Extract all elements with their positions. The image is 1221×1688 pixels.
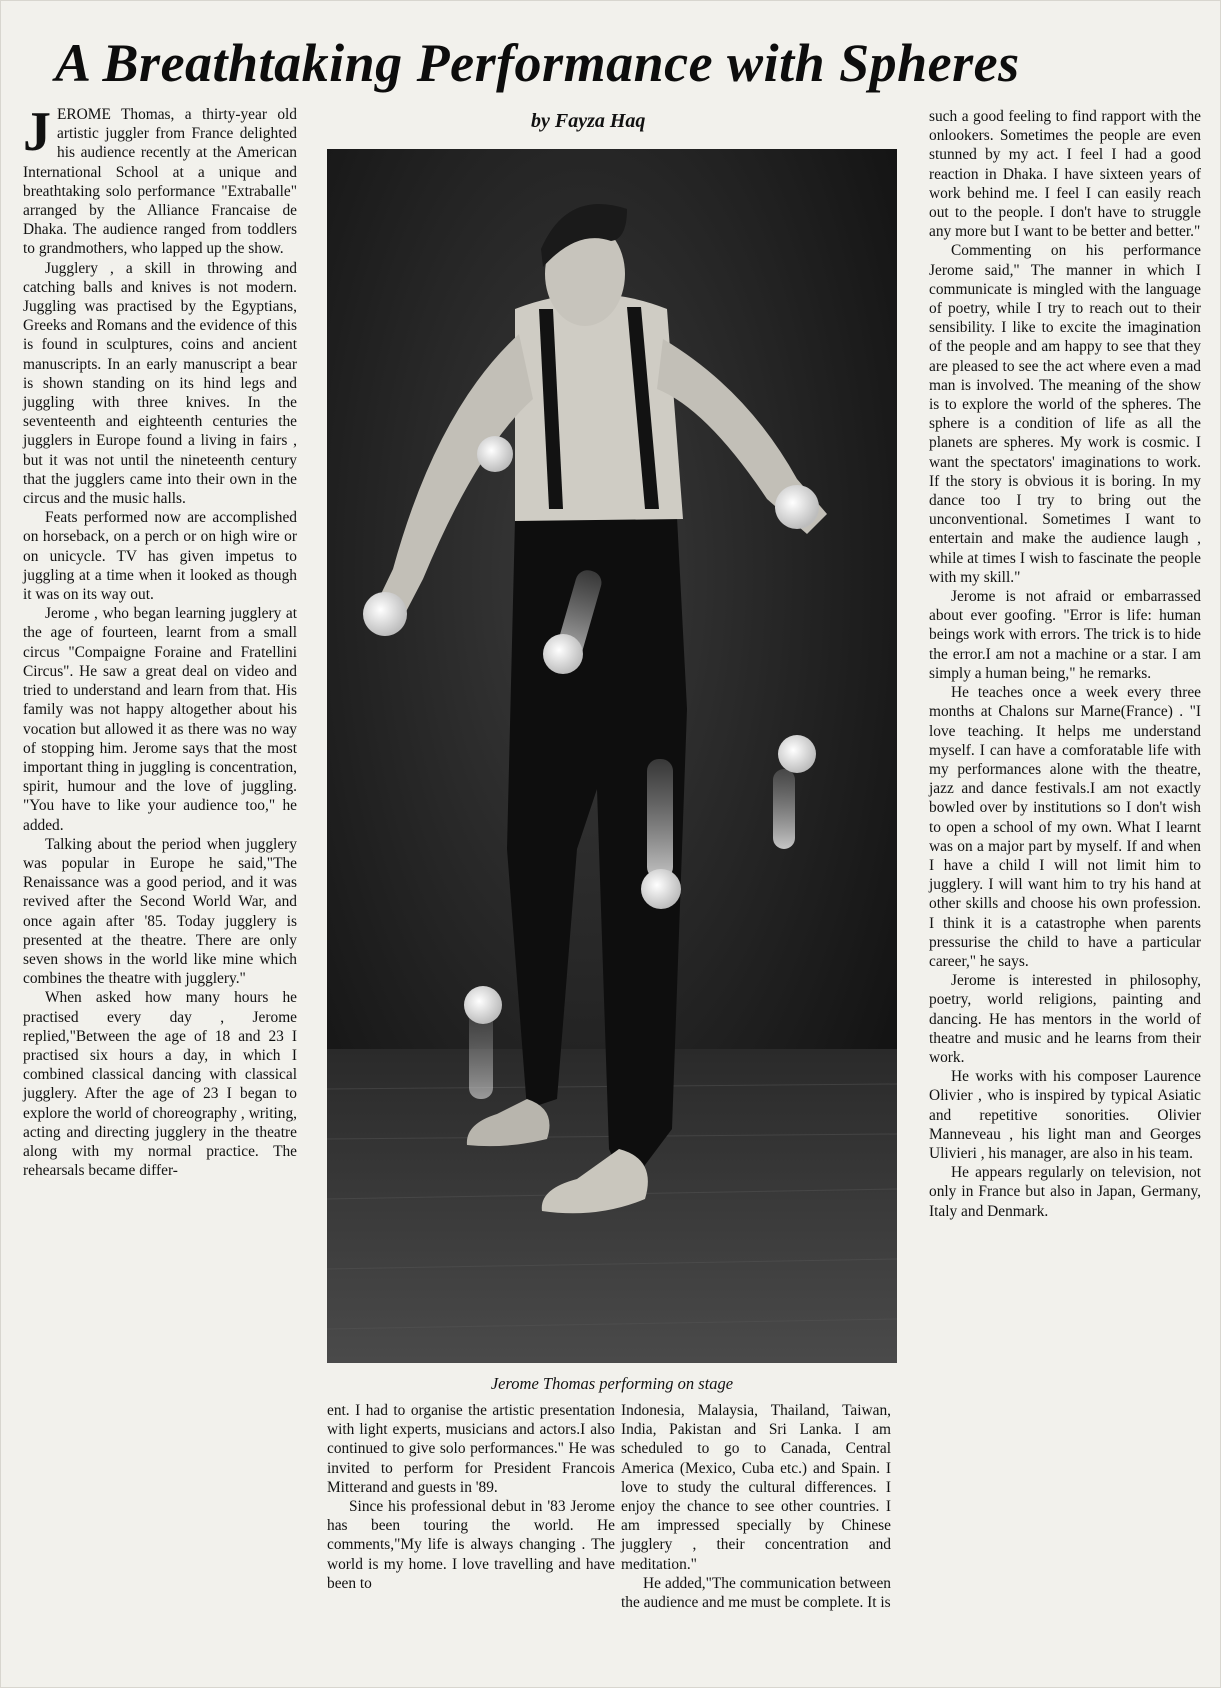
paragraph: Talking about the period when jugglery was popular in Europe he said,"The Renaissance was a good period, and it was revived after the Second World War, and once again after '85. Today jugglery is presented at the theatre. There are only seven shows in the world like mine which combines the theatre with jugglery." <box>23 835 297 988</box>
paragraph: Commenting on his performance Jerome said," The manner in which I communicate is mingled with the language of poetry, while I try to reach out to their sensibility. I like to excite the imagination of the people and am happy to see that they are pleased to see the act where even a mad man is involved. The meaning of the show is to explore the world of the spheres. The sphere is a condition of life as all the planets are spheres. My work is cosmic. I want the spectators' imaginations to work. If the story is obvious it is boring. In my dance too I try to bring out the unconventional. Sometimes I want to entertain and make the audience laugh , while at times I wish to fascinate the people with my skill." <box>929 242 1201 586</box>
juggler-photo <box>327 149 897 1363</box>
paragraph-text: EROME Thomas, a thirty-year old artistic juggler from France delighted his audience recently at the American International School at a unique and breathtaking solo performance "Extraballe" arranged by the Alliance Francaise de Dhaka. The audience ranged from toddlers to grandmothers, who lapped up the show. <box>23 106 297 258</box>
paragraph: ent. I had to organise the artistic presentation with light experts, musicians and actors.I also continued to give solo performances." He was invited to perform for President Francois Mitterand and guests in '89. <box>327 1402 615 1496</box>
photo-caption: Jerome Thomas performing on stage <box>490 1374 734 1393</box>
article-headline: A Breathtaking Performance with Spheres <box>55 33 1020 93</box>
paragraph: He teaches once a week every three months at Chalons sur Marne(France) . "I love teaching. It helps me understand myself. I can have a comforatable life with my performances alone with the theatre, jazz and dance festivals.I am not exactly bowled over by institutions so I don't wish to open a school of my own. What I learnt was on a major part by myself. If and when I have a child I will not limit him to jugglery. I will want him to try his hand at other skills and choose his own profession. I think it is a catastrophe when parents pressurise the child to have a particular career," he says. <box>929 684 1201 970</box>
paragraph: Indonesia, Malaysia, Thailand, Taiwan, India, Pakistan and Sri Lanka. I am scheduled to go to Canada, Central America (Mexico, Cuba etc.) and Spain. I love to study the cultural differences. I enjoy the chance to see other countries. I am impressed specially by Chinese jugglery , their concentration and meditation." <box>621 1402 891 1573</box>
article-byline: by Fayza Haq <box>531 110 646 132</box>
paragraph: When asked how many hours he practised every day , Jerome replied,"Between the age of 18 and 23 I practised six hours a day, in which I combined classical dancing with classical jugglery. After the age of 23 I began to explore the world of choreography , writing, acting and directing jugglery in the theatre along with my normal practice. The rehearsals became differ- <box>23 989 297 1180</box>
drop-cap: J <box>23 101 51 163</box>
middle-column-2 <box>621 1401 891 1612</box>
paragraph: Jerome is interested in philosophy, poetry, world religions, painting and dancing. He has mentors in the world of theatre and music and he learns from their work. <box>929 972 1201 1066</box>
paragraph: He added,"The communication between the audience and me must be complete. It is <box>621 1574 891 1612</box>
paragraph: Jugglery , a skill in throwing and catching balls and knives is not modern. Juggling was practised by the Egyptians, Greeks and Romans and the evidence of this is found in sculptures, coins and ancient manuscripts. In an early manuscript a bear is shown standing on its hind legs and juggling with three knives. In the seventeenth and eighteenth centuries the jugglers in Europe found a living in fairs , but it was not until the nineteenth century that the jugglers came into their own in the circus and the music halls. <box>23 259 297 508</box>
paragraph <box>23 101 297 259</box>
left-column <box>23 101 297 1180</box>
paragraph: Feats performed now are accomplished on horseback, on a perch or on high wire or on unicycle. TV has given impetus to juggling at a time when it looked as though it was on its way out. <box>23 509 297 604</box>
paragraph: Jerome , who began learning jugglery at the age of fourteen, learnt from a small circus "Compaigne Foraine and Fratellini Circus". He saw a great deal on video and tried to understand and learn from that. His family was not happy altogether about his vocation but allowed it as there was no way of stopping him. Jerome says that the most important thing in juggling is concentration, spirit, humour and the love of juggling. "You have to like your audience too," he added. <box>23 605 297 834</box>
paragraph: Since his professional debut in '83 Jerome has been touring the world. He comments,"My life is always changing . The world is my home. I love travelling and have been to <box>327 1498 615 1592</box>
paragraph: He works with his composer Laurence Olivier , who is inspired by typical Asiatic and repetitive sonorities. Olivier Manneveau , his light man and Georges Ulivieri , his manager, are also in his team. <box>929 1068 1201 1162</box>
right-column <box>929 107 1201 1221</box>
middle-column-1 <box>327 1401 615 1593</box>
paragraph: Jerome is not afraid or embarrassed about ever goofing. "Error is life: human beings work with errors. The trick is to hide the error.I am not a machine or a star. I am simply a human being," he remarks. <box>929 588 1201 682</box>
paragraph: such a good feeling to find rapport with the onlookers. Sometimes the people are even stunned by my act. I feel I had a good reaction in Dhaka. I have sixteen years of work behind me. I feel I can easily reach out to the people. I don't have to struggle any more but I want to be better and better." <box>929 108 1201 241</box>
paragraph: He appears regularly on television, not only in France but also in Japan, Germany, Italy and Denmark. <box>929 1164 1201 1220</box>
photo-illustration <box>327 149 897 1363</box>
